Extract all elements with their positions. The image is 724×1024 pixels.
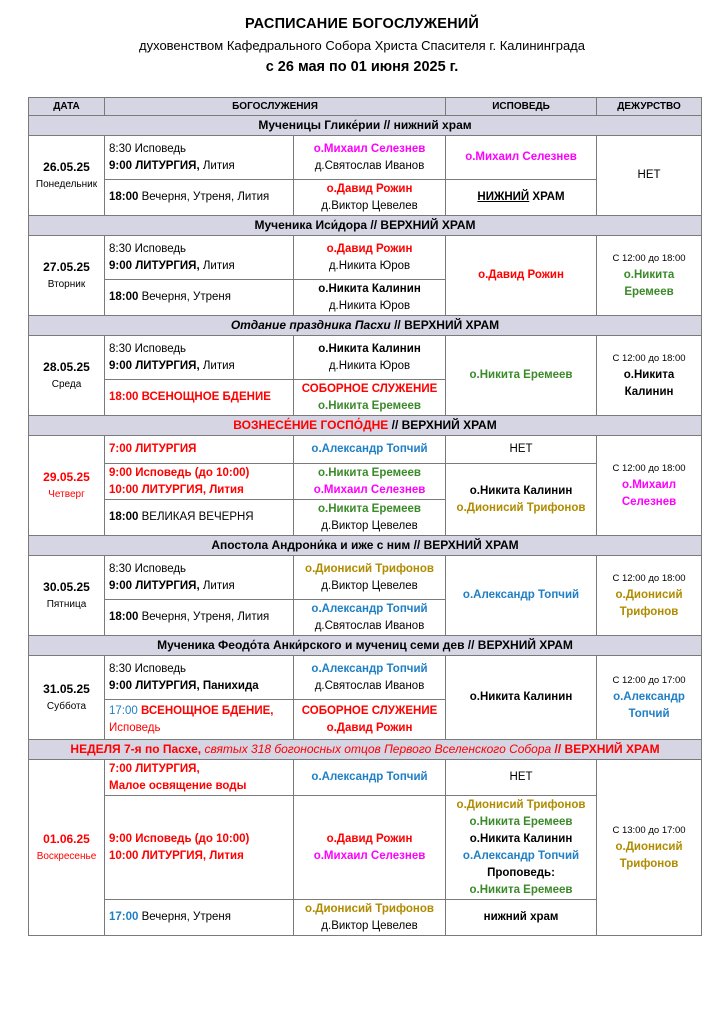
- service-row: [29, 136, 702, 180]
- service-row: [29, 760, 702, 796]
- table-header-row: [29, 98, 702, 116]
- service-row: [29, 336, 702, 380]
- col-header-duty: ДЕЖУРСТВО: [597, 98, 702, 116]
- duty-priest: о.Дионисий Трифонов: [615, 589, 683, 618]
- date: 28.05.25: [43, 359, 90, 374]
- date-cell: [29, 556, 105, 636]
- date-cell: [29, 656, 105, 740]
- priest: о.Михаил Селезнев: [313, 142, 426, 155]
- service-cell: [105, 700, 294, 740]
- service-line: 8:30 Исповедь: [109, 342, 187, 355]
- service-row: [29, 236, 702, 280]
- priest: о.Дионисий Трифонов: [305, 562, 434, 575]
- service-cell: 17:00 Вечерня, Утреня: [105, 900, 294, 936]
- service-cell: [105, 656, 294, 700]
- clergy-cell: [294, 796, 446, 900]
- sermon-label: Проповедь:: [487, 866, 555, 879]
- priest: о.Александр Топчий: [294, 760, 446, 796]
- service-line: 8:30 Исповедь: [109, 662, 187, 675]
- service-cell: [105, 136, 294, 180]
- feast-row: [29, 316, 702, 336]
- service-row: [29, 436, 702, 464]
- date-cell: [29, 236, 105, 316]
- confession-cell: о.Никита Еремеев: [446, 336, 597, 416]
- clergy-cell: [294, 236, 446, 280]
- clergy-cell: [294, 656, 446, 700]
- priest: о.Давид Рожин: [326, 721, 413, 734]
- date-cell: [29, 760, 105, 936]
- duty-cell: [597, 436, 702, 536]
- service-cell: 18:00 Вечерня, Утреня, Лития: [105, 180, 294, 216]
- feast-title: Мученика Феодо́та Анки́рского и мучениц семи дев // ВЕРХНИЙ ХРАМ: [29, 636, 702, 656]
- clergy-cell: [294, 336, 446, 380]
- deacon: д.Виктор Цевелев: [321, 579, 418, 592]
- confession-cell: НЕТ: [446, 760, 597, 796]
- feast-row: [29, 636, 702, 656]
- service-cell: [105, 464, 294, 500]
- priest: о.Давид Рожин: [326, 242, 413, 255]
- service-line: Малое освящение воды: [109, 779, 247, 792]
- date: 01.06.25: [43, 831, 90, 846]
- date-cell: [29, 136, 105, 216]
- service-line: 17:00 ВСЕНОЩНОЕ БДЕНИЕ,: [109, 704, 274, 717]
- duty-priest: о.Никита Еремеев: [623, 269, 675, 298]
- confession-cell: НЕТ: [446, 436, 597, 464]
- duty-priest: о.Михаил Селезнев: [621, 479, 677, 508]
- document-subtitle: духовенством Кафедрального Собора Христа Спасителя г. Калининграда: [139, 38, 585, 53]
- feast-row: [29, 116, 702, 136]
- clergy-cell: [294, 700, 446, 740]
- confession-cell: [446, 796, 597, 900]
- priest: о.Дионисий Трифонов: [305, 902, 434, 915]
- confessor: о.Дионисий Трифонов: [456, 501, 586, 514]
- duty-cell: [597, 336, 702, 416]
- clergy-cell: [294, 280, 446, 316]
- date-range: с 26 мая по 01 июня 2025 г.: [265, 59, 459, 75]
- service-line: 9:00 Исповедь (до 10:00): [109, 466, 250, 479]
- confession-cell: нижний храм: [446, 900, 597, 936]
- confession-cell: НИЖНИЙ ХРАМ: [446, 180, 597, 216]
- document-title: РАСПИСАНИЕ БОГОСЛУЖЕНИЙ: [244, 16, 479, 32]
- priest: о.Никита Еремеев: [318, 502, 421, 515]
- service-row: [29, 656, 702, 700]
- date: 26.05.25: [43, 159, 90, 174]
- confession-cell: о.Давид Рожин: [446, 236, 597, 316]
- deacon: д.Святослав Иванов: [314, 159, 425, 172]
- priest: о.Никита Еремеев: [318, 399, 421, 412]
- clergy-cell: [294, 500, 446, 536]
- service-row: [29, 556, 702, 600]
- weekday: Пятница: [46, 598, 87, 610]
- priest: о.Никита Еремеев: [318, 466, 421, 479]
- weekday: Воскресенье: [36, 850, 97, 862]
- priest: о.Давид Рожин: [326, 832, 413, 845]
- clergy-cell: [294, 180, 446, 216]
- service-cell: 18:00 Вечерня, Утреня, Лития: [105, 600, 294, 636]
- duty-time: С 12:00 до 18:00: [612, 463, 686, 474]
- service-cell: 7:00 ЛИТУРГИЯ: [105, 436, 294, 464]
- duty-time: С 12:00 до 18:00: [612, 253, 686, 264]
- duty-priest: о.Никита Калинин: [623, 369, 675, 398]
- deacon: д.Виктор Цевелев: [321, 199, 418, 212]
- weekday: Среда: [51, 378, 82, 390]
- service-cell: 18:00 ВСЕНОЩНОЕ БДЕНИЕ: [105, 380, 294, 416]
- confession-cell: [446, 464, 597, 536]
- duty-cell: [597, 556, 702, 636]
- preacher: о.Никита Еремеев: [469, 883, 573, 896]
- deacon: д.Никита Юров: [328, 359, 411, 372]
- service-line: 9:00 Исповедь (до 10:00): [109, 832, 250, 845]
- document-header: [0, 16, 724, 75]
- service-line: 8:30 Исповедь: [109, 142, 187, 155]
- service-cell: [105, 760, 294, 796]
- duty-time: С 12:00 до 18:00: [612, 573, 686, 584]
- duty-time: С 12:00 до 18:00: [612, 353, 686, 364]
- feast-title: Мученика Иси́дора // ВЕРХНИЙ ХРАМ: [29, 216, 702, 236]
- confessor: о.Дионисий Трифонов: [456, 798, 586, 811]
- service-line: 9:00 ЛИТУРГИЯ, Лития: [109, 579, 235, 592]
- deacon: д.Виктор Цевелев: [321, 919, 418, 932]
- weekday: Вторник: [47, 278, 86, 290]
- date: 30.05.25: [43, 579, 90, 594]
- priest: о.Михаил Селезнев: [313, 849, 426, 862]
- feast-title: ВОЗНЕСЕ́НИЕ ГОСПО́ДНЕ // ВЕРХНИЙ ХРАМ: [29, 416, 702, 436]
- clergy-cell: [294, 136, 446, 180]
- service-line: 9:00 ЛИТУРГИЯ, Лития: [109, 359, 235, 372]
- priest: о.Никита Калинин: [318, 342, 421, 355]
- service-cell: [105, 556, 294, 600]
- priest: о.Никита Калинин: [318, 282, 421, 295]
- confession-cell: о.Александр Топчий: [446, 556, 597, 636]
- priest: о.Александр Топчий: [294, 436, 446, 464]
- priest: о.Давид Рожин: [326, 182, 413, 195]
- confessor: о.Никита Калинин: [469, 832, 573, 845]
- col-header-date: ДАТА: [29, 98, 105, 116]
- service-cell: [105, 336, 294, 380]
- priest: о.Александр Топчий: [311, 602, 428, 615]
- feast-title: НЕДЕЛЯ 7-я по Пасхе, святых 318 богоносных отцов Первого Вселенского Собора // ВЕРХНИЙ ХРАМ: [29, 740, 702, 760]
- service-line: 9:00 ЛИТУРГИЯ, Панихида: [109, 679, 259, 692]
- service-cell: 18:00 ВЕЛИКАЯ ВЕЧЕРНЯ: [105, 500, 294, 536]
- clergy-cell: [294, 900, 446, 936]
- clergy-cell: [294, 380, 446, 416]
- confession-cell: о.Никита Калинин: [446, 656, 597, 740]
- deacon: д.Виктор Цевелев: [321, 519, 418, 532]
- clergy-note: СОБОРНОЕ СЛУЖЕНИЕ: [301, 382, 438, 395]
- confessor: о.Александр Топчий: [462, 849, 580, 862]
- duty-cell: [597, 236, 702, 316]
- duty-time: С 12:00 до 17:00: [612, 675, 686, 686]
- schedule-table: [28, 97, 702, 936]
- service-line: Исповедь: [109, 721, 161, 734]
- duty-cell: [597, 760, 702, 936]
- confessor: о.Никита Еремеев: [469, 815, 573, 828]
- deacon: д.Святослав Иванов: [314, 679, 425, 692]
- col-header-confession: ИСПОВЕДЬ: [446, 98, 597, 116]
- deacon: д.Никита Юров: [328, 259, 411, 272]
- col-header-services: БОГОСЛУЖЕНИЯ: [105, 98, 446, 116]
- clergy-note: СОБОРНОЕ СЛУЖЕНИЕ: [301, 704, 438, 717]
- clergy-cell: [294, 556, 446, 600]
- service-cell: 18:00 Вечерня, Утреня: [105, 280, 294, 316]
- clergy-cell: [294, 600, 446, 636]
- deacon: д.Никита Юров: [328, 299, 411, 312]
- priest: о.Михаил Селезнев: [313, 483, 426, 496]
- date-cell: [29, 436, 105, 536]
- service-line: 8:30 Исповедь: [109, 562, 187, 575]
- duty-cell: [597, 656, 702, 740]
- confession-cell: о.Михаил Селезнев: [446, 136, 597, 180]
- duty-priest: о.Александр Топчий: [613, 691, 685, 720]
- date-cell: [29, 336, 105, 416]
- feast-row: [29, 416, 702, 436]
- feast-row: [29, 740, 702, 760]
- service-cell: [105, 796, 294, 900]
- date: 27.05.25: [43, 259, 90, 274]
- weekday: Суббота: [46, 700, 87, 712]
- confessor: о.Никита Калинин: [469, 484, 573, 497]
- service-line: 7:00 ЛИТУРГИЯ,: [109, 762, 200, 775]
- feast-title: Отдание праздника Пасхи // ВЕРХНИЙ ХРАМ: [29, 316, 702, 336]
- priest: о.Александр Топчий: [311, 662, 428, 675]
- deacon: д.Святослав Иванов: [314, 619, 425, 632]
- service-line: 10:00 ЛИТУРГИЯ, Лития: [109, 849, 244, 862]
- duty-cell: НЕТ: [597, 136, 702, 216]
- service-cell: [105, 236, 294, 280]
- clergy-cell: [294, 464, 446, 500]
- date: 29.05.25: [43, 469, 90, 484]
- feast-row: [29, 536, 702, 556]
- service-line: 10:00 ЛИТУРГИЯ, Лития: [109, 483, 244, 496]
- weekday: Понедельник: [35, 178, 98, 190]
- feast-title: Апостола Андрони́ка и иже с ним // ВЕРХНИЙ ХРАМ: [29, 536, 702, 556]
- duty-time: С 13:00 до 17:00: [612, 825, 686, 836]
- service-line: 8:30 Исповедь: [109, 242, 187, 255]
- duty-priest: о.Дионисий Трифонов: [615, 841, 683, 870]
- weekday: Четверг: [48, 488, 85, 500]
- date: 31.05.25: [43, 681, 90, 696]
- service-line: 9:00 ЛИТУРГИЯ, Лития: [109, 159, 235, 172]
- feast-row: [29, 216, 702, 236]
- feast-title: Мученицы Глике́рии // нижний храм: [29, 116, 702, 136]
- service-line: 9:00 ЛИТУРГИЯ, Лития: [109, 259, 235, 272]
